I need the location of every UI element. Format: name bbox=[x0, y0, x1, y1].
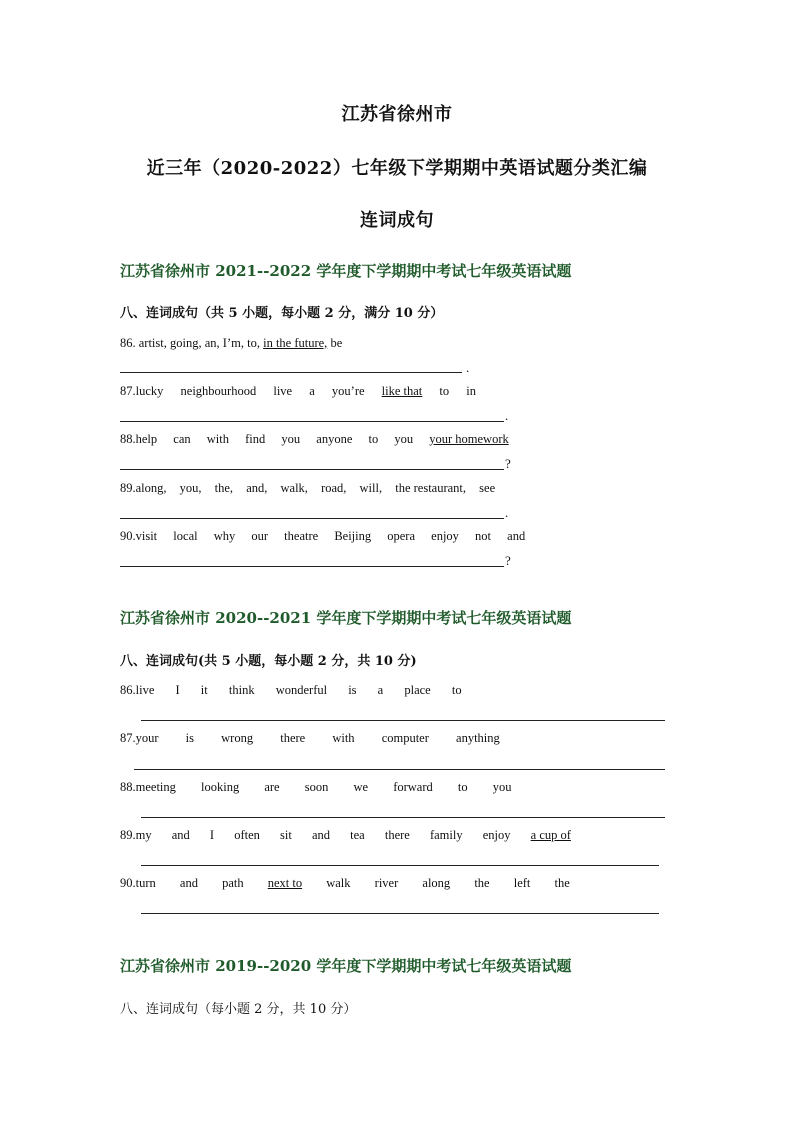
word: is bbox=[185, 731, 195, 745]
word: anyone bbox=[316, 432, 353, 446]
word: road, bbox=[321, 481, 347, 495]
question-87 bbox=[120, 731, 500, 746]
word: going, bbox=[170, 336, 202, 350]
word: anything bbox=[456, 731, 500, 745]
answer-line[interactable] bbox=[120, 566, 504, 567]
word: in bbox=[466, 384, 476, 398]
answer-line[interactable] bbox=[120, 372, 462, 373]
word: lucky bbox=[135, 384, 164, 398]
word: visit bbox=[135, 529, 158, 543]
word: my bbox=[135, 828, 152, 842]
part-heading: 八、连词成句(共 5 小题，每小题 2 分，共 10 分) bbox=[120, 654, 417, 669]
word: neighbourhood bbox=[180, 384, 257, 398]
question-88 bbox=[120, 432, 509, 447]
question-number: 87. bbox=[120, 731, 136, 745]
word: to bbox=[457, 780, 468, 794]
word: wonderful bbox=[275, 683, 328, 697]
word: help bbox=[135, 432, 158, 446]
question-87 bbox=[120, 384, 476, 399]
word: forward bbox=[393, 780, 433, 794]
word: the, bbox=[214, 481, 234, 495]
word: we bbox=[353, 780, 369, 794]
word: I’m, bbox=[222, 336, 244, 350]
word: to, bbox=[247, 336, 260, 350]
word: with bbox=[206, 432, 229, 446]
word: why bbox=[213, 529, 236, 543]
word: to bbox=[451, 683, 462, 697]
word: to bbox=[368, 432, 379, 446]
word: with bbox=[332, 731, 355, 745]
word: you bbox=[492, 780, 512, 794]
word: you’re bbox=[331, 384, 365, 398]
word: walk, bbox=[280, 481, 308, 495]
word: will, bbox=[359, 481, 383, 495]
question-number: 87. bbox=[120, 384, 136, 398]
word: a cup of bbox=[530, 828, 571, 842]
word: family bbox=[429, 828, 463, 842]
part-heading: 八、连词成句（每小题 2 分，共 10 分） bbox=[120, 1002, 357, 1017]
word: along, bbox=[135, 481, 167, 495]
word: there bbox=[280, 731, 306, 745]
word: path bbox=[222, 876, 244, 890]
question-number: 88. bbox=[120, 432, 136, 446]
question-90 bbox=[120, 876, 570, 891]
answer-line[interactable] bbox=[141, 913, 659, 914]
question-90 bbox=[120, 529, 525, 544]
word: enjoy bbox=[482, 828, 511, 842]
answer-line[interactable] bbox=[141, 817, 665, 818]
doc-title-topic: 连词成句 bbox=[360, 210, 434, 231]
word: can bbox=[173, 432, 191, 446]
word: it bbox=[200, 683, 208, 697]
word: and, bbox=[246, 481, 268, 495]
word: place bbox=[404, 683, 431, 697]
question-number: 89. bbox=[120, 481, 136, 495]
question-number: 90. bbox=[120, 876, 136, 890]
word: you bbox=[394, 432, 414, 446]
word: find bbox=[245, 432, 266, 446]
word: is bbox=[348, 683, 357, 697]
question-number: 86. bbox=[120, 336, 136, 350]
word: think bbox=[228, 683, 255, 697]
word: opera bbox=[387, 529, 416, 543]
end-punctuation: ? bbox=[505, 553, 511, 568]
answer-line[interactable] bbox=[141, 720, 665, 721]
word: artist, bbox=[138, 336, 167, 350]
word: walk bbox=[326, 876, 351, 890]
word: you, bbox=[179, 481, 202, 495]
word: live bbox=[273, 384, 293, 398]
word: a bbox=[309, 384, 315, 398]
word: soon bbox=[304, 780, 329, 794]
section-heading-2019-2020: 江苏省徐州市 2019--2020 学年度下学期期中考试七年级英语试题 bbox=[120, 957, 572, 975]
word: next to bbox=[267, 876, 303, 890]
part-heading: 八、连词成句（共 5 小题，每小题 2 分，满分 10 分） bbox=[120, 306, 444, 321]
answer-line[interactable] bbox=[141, 865, 659, 866]
word: sit bbox=[280, 828, 292, 842]
question-86 bbox=[120, 683, 462, 698]
question-number: 88. bbox=[120, 780, 136, 794]
word: left bbox=[513, 876, 531, 890]
question-number: 90. bbox=[120, 529, 136, 543]
word: your homework bbox=[429, 432, 509, 446]
doc-title-main: 近三年（2020-2022）七年级下学期期中英语试题分类汇编 bbox=[146, 158, 648, 179]
question-number: 86. bbox=[120, 683, 136, 697]
word: see bbox=[479, 481, 496, 495]
word: wrong bbox=[221, 731, 254, 745]
word: and bbox=[171, 828, 190, 842]
question-88 bbox=[120, 780, 512, 795]
word: the restaurant, bbox=[395, 481, 467, 495]
word: be bbox=[330, 336, 343, 350]
word: to bbox=[439, 384, 450, 398]
word: turn bbox=[135, 876, 156, 890]
word: live bbox=[135, 683, 155, 697]
word: theatre bbox=[284, 529, 319, 543]
word: our bbox=[251, 529, 269, 543]
word: tea bbox=[350, 828, 365, 842]
word: the bbox=[474, 876, 490, 890]
word: there bbox=[384, 828, 410, 842]
word: river bbox=[374, 876, 399, 890]
word: and bbox=[507, 529, 526, 543]
word: and bbox=[311, 828, 331, 842]
word: not bbox=[475, 529, 492, 543]
word: often bbox=[234, 828, 260, 842]
end-punctuation: . bbox=[505, 505, 509, 520]
section-heading-2021-2022: 江苏省徐州市 2021--2022 学年度下学期期中考试七年级英语试题 bbox=[120, 262, 572, 280]
answer-line[interactable] bbox=[120, 469, 504, 470]
word: your bbox=[135, 731, 159, 745]
word: meeting bbox=[135, 780, 176, 794]
word: I bbox=[175, 683, 180, 697]
doc-title-region: 江苏省徐州市 bbox=[341, 104, 453, 125]
word: I bbox=[209, 828, 215, 842]
end-punctuation: ? bbox=[505, 456, 511, 471]
word: like that bbox=[381, 384, 423, 398]
word: and bbox=[179, 876, 198, 890]
word: along bbox=[422, 876, 451, 890]
answer-line[interactable] bbox=[134, 769, 665, 770]
end-punctuation: . bbox=[466, 360, 470, 375]
word: local bbox=[173, 529, 198, 543]
word: Beijing bbox=[334, 529, 372, 543]
word: you bbox=[281, 432, 301, 446]
word: computer bbox=[381, 731, 429, 745]
end-punctuation: . bbox=[505, 408, 509, 423]
word: the bbox=[554, 876, 570, 890]
word: an, bbox=[204, 336, 220, 350]
question-89 bbox=[120, 481, 495, 496]
answer-line[interactable] bbox=[120, 421, 504, 422]
question-86 bbox=[120, 336, 342, 351]
word: in the future, bbox=[263, 336, 328, 350]
word: looking bbox=[201, 780, 240, 794]
question-number: 89. bbox=[120, 828, 136, 842]
word: are bbox=[264, 780, 280, 794]
question-89 bbox=[120, 828, 571, 843]
word: a bbox=[377, 683, 384, 697]
section-heading-2020-2021: 江苏省徐州市 2020--2021 学年度下学期期中考试七年级英语试题 bbox=[120, 609, 572, 627]
answer-line[interactable] bbox=[120, 518, 504, 519]
word: enjoy bbox=[431, 529, 459, 543]
